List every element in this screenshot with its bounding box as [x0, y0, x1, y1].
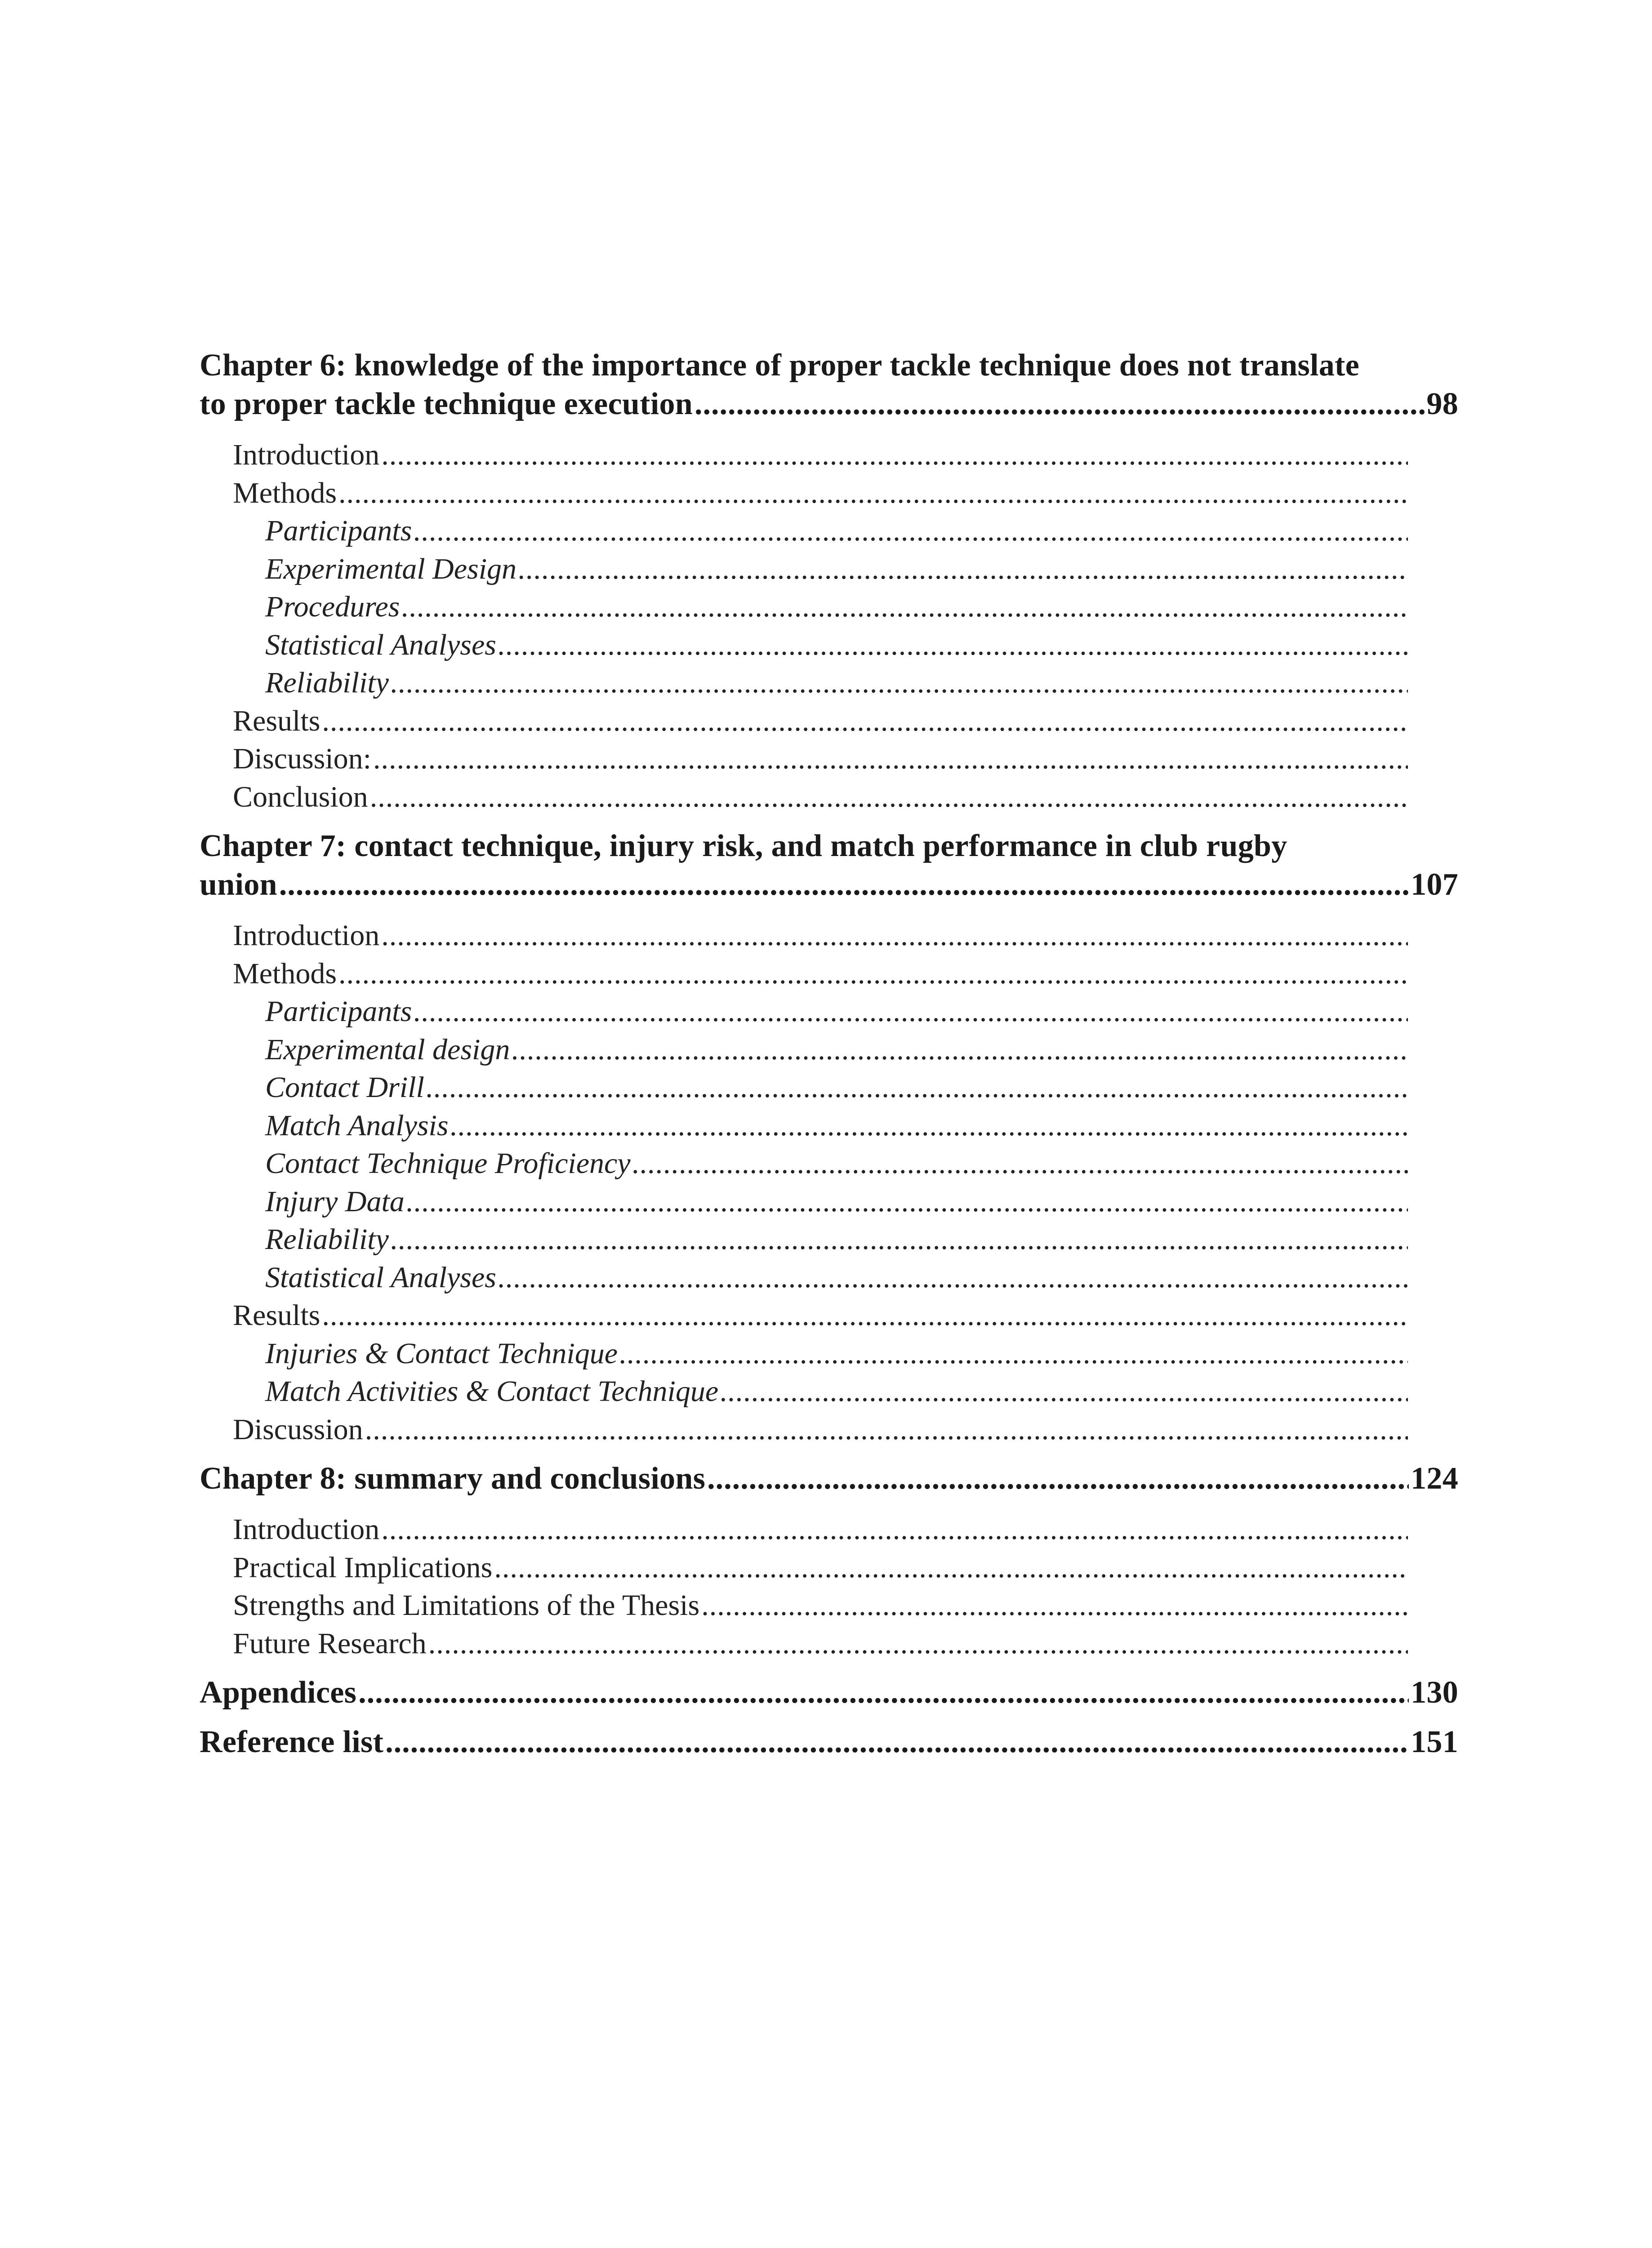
- toc-entry-discussion[interactable]: [200, 1411, 1408, 1449]
- toc-entry-participants[interactable]: [200, 993, 1408, 1031]
- toc-entry-injury-data[interactable]: [200, 1183, 1408, 1221]
- dot-leader: [406, 1183, 1408, 1221]
- toc-entry-label: Participants: [265, 514, 412, 547]
- toc-entry-label: Future Research: [233, 1627, 427, 1660]
- dot-leader: [370, 778, 1408, 816]
- dot-leader: [518, 550, 1408, 589]
- dot-leader: [338, 474, 1408, 513]
- dot-leader: [428, 1625, 1408, 1663]
- toc-entry-label: Injury Data: [265, 1185, 405, 1218]
- chapter-8-block: [200, 1459, 1458, 1663]
- table-of-contents: [200, 346, 1458, 1772]
- toc-entry-conclusion[interactable]: [200, 778, 1408, 816]
- dot-leader: [632, 1145, 1408, 1183]
- dot-leader: [414, 512, 1408, 550]
- toc-entry-experimental-design[interactable]: [200, 1031, 1408, 1069]
- toc-entry-injuries-contact-technique[interactable]: [200, 1335, 1408, 1373]
- dot-leader: [695, 385, 1425, 424]
- dot-leader: [358, 1673, 1409, 1712]
- appendices-heading[interactable]: [200, 1673, 1458, 1712]
- toc-entry-label: Practical Implications: [233, 1551, 493, 1584]
- toc-entry-label: Experimental design: [265, 1033, 510, 1066]
- reference-list-page-number: 151: [1411, 1725, 1458, 1759]
- toc-entry-participants[interactable]: [200, 512, 1408, 550]
- dot-leader: [450, 1107, 1408, 1145]
- toc-entry-contact-drill[interactable]: [200, 1069, 1408, 1107]
- chapter-6-heading[interactable]: [200, 346, 1458, 424]
- appendices-page-number: 130: [1411, 1675, 1458, 1710]
- dot-leader: [338, 955, 1408, 993]
- toc-entry-reliability[interactable]: [200, 1221, 1408, 1259]
- toc-entry-label: Reliability: [265, 1223, 389, 1256]
- toc-entry-introduction[interactable]: [200, 436, 1408, 474]
- toc-entry-label: Procedures: [265, 590, 400, 623]
- dot-leader: [391, 664, 1408, 702]
- dot-leader: [381, 1511, 1408, 1549]
- dot-leader: [498, 626, 1408, 665]
- toc-entry-label: Contact Technique Proficiency: [265, 1147, 631, 1180]
- chapter-7-entries: [200, 917, 1408, 1449]
- toc-entry-label: Results: [233, 704, 321, 737]
- chapter-7-page-number: 107: [1411, 867, 1458, 902]
- dot-leader: [322, 702, 1408, 740]
- toc-entry-label: Introduction: [233, 919, 380, 952]
- chapter-8-heading[interactable]: [200, 1459, 1458, 1498]
- toc-entry-label: Discussion:: [233, 742, 372, 775]
- chapter-7-block: [200, 827, 1458, 1449]
- toc-entry-label: Match Activities & Contact Technique: [265, 1375, 719, 1408]
- toc-entry-discussion[interactable]: [200, 740, 1408, 778]
- dot-leader: [707, 1459, 1409, 1498]
- chapter-6-block: [200, 346, 1458, 816]
- toc-entry-methods[interactable]: [200, 955, 1408, 993]
- dot-leader: [701, 1587, 1408, 1625]
- dot-leader: [385, 1723, 1409, 1762]
- toc-entry-label: Experimental Design: [265, 552, 517, 585]
- toc-entry-strengths-limitations[interactable]: [200, 1587, 1408, 1625]
- chapter-6-entries: [200, 436, 1408, 816]
- dot-leader: [720, 1373, 1408, 1411]
- toc-entry-label: Reliability: [265, 666, 389, 699]
- toc-entry-label: Introduction: [233, 438, 380, 471]
- toc-entry-label: Match Analysis: [265, 1109, 449, 1142]
- dot-leader: [619, 1335, 1408, 1373]
- toc-entry-label: Statistical Analyses: [265, 1261, 496, 1294]
- toc-entry-label: Introduction: [233, 1513, 380, 1546]
- dot-leader: [373, 740, 1408, 778]
- toc-entry-label: Strengths and Limitations of the Thesis: [233, 1589, 700, 1622]
- appendices-block: [200, 1673, 1458, 1712]
- chapter-8-entries: [200, 1511, 1408, 1663]
- reference-list-title: Reference list: [200, 1725, 384, 1759]
- toc-entry-experimental-design[interactable]: [200, 550, 1408, 589]
- dot-leader: [426, 1069, 1408, 1107]
- toc-entry-match-analysis[interactable]: [200, 1107, 1408, 1145]
- dot-leader: [512, 1031, 1408, 1069]
- toc-entry-contact-technique-proficiency[interactable]: [200, 1145, 1408, 1183]
- dot-leader: [414, 993, 1408, 1031]
- chapter-6-title-line1: Chapter 6: knowledge of the importance of proper tackle technique does not translate: [200, 348, 1360, 383]
- chapter-8-title: Chapter 8: summary and conclusions: [200, 1461, 706, 1496]
- reference-list-heading[interactable]: [200, 1723, 1458, 1762]
- chapter-6-page-number: 98: [1426, 387, 1458, 421]
- toc-entry-label: Methods: [233, 957, 337, 990]
- chapter-7-title-line1: Chapter 7: contact technique, injury risk, and match performance in club rugby: [200, 829, 1287, 863]
- toc-entry-introduction[interactable]: [200, 1511, 1408, 1549]
- dot-leader: [279, 865, 1409, 904]
- toc-entry-match-activities-contact-technique[interactable]: [200, 1373, 1408, 1411]
- toc-entry-label: Discussion: [233, 1413, 363, 1446]
- toc-entry-statistical-analyses[interactable]: [200, 626, 1408, 665]
- chapter-7-title-line2: union: [200, 867, 277, 902]
- chapter-6-title-line2: to proper tackle technique execution: [200, 387, 693, 421]
- toc-entry-future-research[interactable]: [200, 1625, 1408, 1663]
- toc-entry-methods[interactable]: [200, 474, 1408, 513]
- toc-entry-label: Statistical Analyses: [265, 628, 496, 661]
- dot-leader: [365, 1411, 1408, 1449]
- toc-entry-label: Results: [233, 1299, 321, 1332]
- toc-entry-results[interactable]: [200, 702, 1408, 740]
- dot-leader: [322, 1297, 1408, 1335]
- toc-entry-introduction[interactable]: [200, 917, 1408, 955]
- dot-leader: [401, 588, 1408, 626]
- toc-entry-label: Injuries & Contact Technique: [265, 1337, 618, 1370]
- dot-leader: [381, 436, 1408, 474]
- chapter-7-heading[interactable]: [200, 827, 1458, 904]
- toc-entry-practical-implications[interactable]: [200, 1549, 1408, 1587]
- toc-entry-label: Conclusion: [233, 780, 368, 813]
- toc-entry-statistical-analyses[interactable]: [200, 1259, 1408, 1297]
- reference-list-block: [200, 1723, 1458, 1762]
- toc-entry-procedures[interactable]: [200, 588, 1408, 626]
- dot-leader: [381, 917, 1408, 955]
- toc-entry-label: Participants: [265, 995, 412, 1028]
- dot-leader: [494, 1549, 1408, 1587]
- dot-leader: [498, 1259, 1408, 1297]
- appendices-title: Appendices: [200, 1675, 357, 1710]
- toc-entry-results[interactable]: [200, 1297, 1408, 1335]
- toc-entry-reliability[interactable]: [200, 664, 1408, 702]
- dot-leader: [391, 1221, 1408, 1259]
- chapter-8-page-number: 124: [1411, 1461, 1458, 1496]
- toc-entry-label: Methods: [233, 476, 337, 509]
- toc-entry-label: Contact Drill: [265, 1071, 424, 1104]
